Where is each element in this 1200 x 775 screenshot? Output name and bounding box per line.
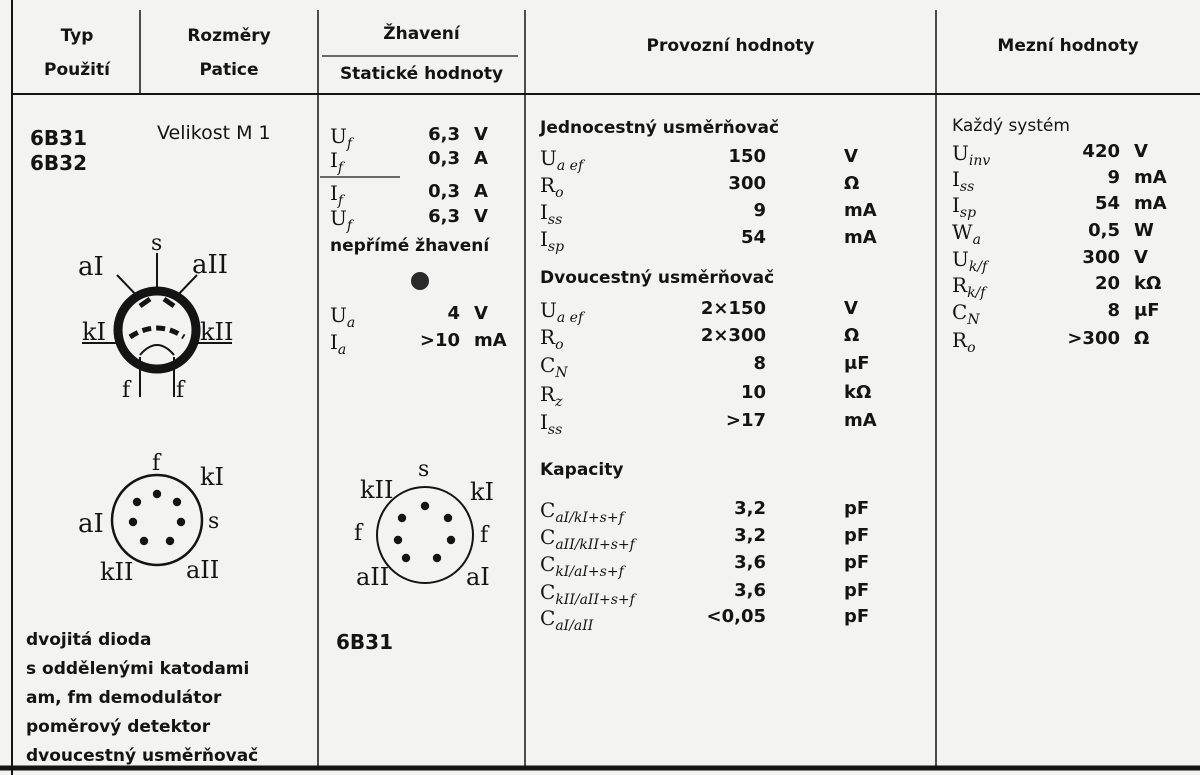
symbol-subscript: sp (959, 205, 977, 221)
unit: V (1134, 247, 1148, 268)
symbol-base: C (540, 580, 556, 604)
symbol (330, 181, 343, 207)
value: 4 (447, 303, 460, 324)
symbol (952, 247, 987, 273)
unit: kΩ (844, 382, 872, 403)
unit: A (474, 181, 488, 202)
symbol-subscript: o (555, 337, 564, 353)
header-staticke: Statické hodnoty (339, 64, 504, 84)
value: 3,6 (734, 580, 766, 601)
symbol-subscript: aI/kI+s+f (555, 510, 624, 526)
label-kI: kI (82, 318, 107, 346)
symbol-subscript: N (555, 365, 568, 381)
value: 0,3 (428, 181, 460, 202)
unit: V (474, 206, 488, 227)
symbol (540, 325, 564, 351)
unit: V (1134, 141, 1148, 162)
header-provozni: Provozní hodnoty (646, 36, 815, 56)
header-mezni: Mezní hodnoty (997, 36, 1139, 56)
symbol (330, 124, 352, 150)
symbol-base: U (952, 141, 969, 165)
socket1-kII: kII (100, 558, 134, 580)
symbol-base: C (540, 498, 556, 522)
desc-line: am, fm demodulátor (26, 688, 222, 708)
symbol-base: C (540, 353, 556, 377)
symbol-base: U (540, 298, 557, 322)
symbol-base: C (540, 552, 556, 576)
unit: Ω (844, 325, 860, 346)
symbol (952, 141, 990, 167)
tube-type-1: 6B31 (30, 126, 87, 150)
symbol-base: I (330, 148, 338, 172)
symbol (330, 330, 346, 356)
symbol (952, 273, 985, 299)
symbol (540, 298, 583, 324)
symbol-base: U (540, 146, 557, 170)
symbol-base: C (540, 606, 556, 630)
symbol-subscript: k/f (967, 285, 986, 301)
symbol-base: I (952, 167, 960, 191)
value: 3,2 (734, 525, 766, 546)
symbol-base: W (952, 220, 973, 244)
value: 20 (1094, 273, 1120, 294)
value: 0,3 (428, 148, 460, 169)
value: 300 (728, 173, 766, 194)
unit: V (844, 298, 858, 319)
symbol (540, 227, 564, 253)
desc-line: dvoucestný usměrňovač (26, 746, 259, 766)
socket-diagram-1 (60, 440, 240, 580)
header-typ: Typ (60, 26, 94, 46)
symbol-subscript: kI/aI+s+f (555, 564, 624, 580)
symbol-base: C (952, 300, 968, 324)
socket2-aII: aII (356, 563, 390, 591)
mezni-title: Každý systém (952, 116, 1070, 136)
symbol-base: I (330, 181, 338, 205)
label-f1: f (122, 378, 131, 403)
value: >10 (419, 330, 460, 351)
unit: mA (844, 410, 877, 431)
value: <0,05 (706, 606, 766, 627)
value: 3,2 (734, 498, 766, 519)
symbol (330, 148, 343, 174)
symbol-subscript: f (346, 218, 353, 234)
symbol (540, 410, 562, 436)
value: 10 (740, 382, 766, 403)
symbol-subscript: ss (547, 422, 563, 438)
unit: V (844, 146, 858, 167)
symbol-subscript: k/f (968, 259, 988, 275)
symbol-subscript: f (337, 193, 344, 209)
symbol-subscript: f (346, 136, 353, 152)
symbol-base: U (330, 206, 347, 230)
value: 150 (728, 146, 766, 167)
symbol-base: R (952, 273, 968, 297)
tube-schematic (60, 225, 260, 410)
header-pouziti: Použití (44, 60, 110, 80)
socket2-kII: kII (360, 476, 394, 504)
bottom-type-label: 6B31 (336, 630, 393, 654)
unit: Ω (1134, 328, 1150, 349)
unit: mA (1134, 167, 1167, 188)
socket2-kI: kI (470, 478, 495, 506)
value: 9 (753, 200, 766, 221)
label-kII: kII (200, 318, 234, 346)
unit: V (474, 124, 488, 145)
symbol (540, 580, 635, 606)
socket1-aI: aI (78, 509, 104, 539)
symbol (540, 525, 635, 551)
desc-line: s oddělenými katodami (26, 659, 250, 679)
symbol (540, 552, 624, 578)
socket2-f1: f (354, 521, 363, 546)
kapacity-title: Kapacity (540, 460, 624, 480)
dvoucestny-title: Dvoucestný usměrňovač (540, 268, 775, 288)
value: 6,3 (428, 206, 460, 227)
desc-line: dvojitá dioda (26, 630, 152, 650)
value: 8 (1107, 300, 1120, 321)
unit: μF (844, 353, 870, 374)
symbol (540, 606, 593, 632)
value: >300 (1067, 328, 1120, 349)
unit: μF (1134, 300, 1160, 321)
symbol-subscript: N (967, 312, 980, 328)
symbol-subscript: aI/aII (555, 618, 594, 634)
symbol-subscript: a (346, 315, 356, 331)
socket1-f: f (152, 451, 161, 476)
symbol-subscript: a (972, 232, 981, 248)
symbol-subscript: a ef (556, 158, 584, 174)
symbol-base: I (330, 330, 338, 354)
header-patice: Patice (199, 60, 259, 80)
symbol-subscript: f (337, 160, 344, 176)
symbol-subscript: aII/kII+s+f (555, 537, 635, 553)
value: 0,5 (1088, 220, 1120, 241)
unit: mA (844, 227, 877, 248)
value: 54 (740, 227, 766, 248)
unit: pF (844, 498, 870, 519)
unit: mA (474, 330, 507, 351)
symbol (540, 353, 568, 379)
label-f2: f (176, 378, 185, 403)
value: 420 (1082, 141, 1120, 162)
jednocestny-title: Jednocestný usměrňovač (540, 118, 780, 138)
unit: A (474, 148, 488, 169)
value: 3,6 (734, 552, 766, 573)
value: 8 (753, 353, 766, 374)
symbol-subscript: inv (968, 153, 991, 169)
symbol (952, 220, 981, 246)
symbol-subscript: kII/aII+s+f (555, 592, 635, 608)
symbol-subscript: a ef (556, 310, 584, 326)
unit: kΩ (1134, 273, 1162, 294)
value: 54 (1094, 193, 1120, 214)
symbol (540, 382, 562, 408)
unit: Ω (844, 173, 860, 194)
symbol (952, 167, 974, 193)
symbol (540, 498, 624, 524)
symbol-subscript: ss (547, 212, 563, 228)
symbol (330, 303, 355, 329)
unit: mA (1134, 193, 1167, 214)
symbol (330, 206, 352, 232)
unit: W (1134, 220, 1154, 241)
unit: pF (844, 525, 870, 546)
usage-description (26, 626, 316, 771)
symbol-base: R (540, 382, 556, 406)
symbol-base: I (540, 227, 548, 251)
socket2-f2: f (480, 523, 489, 548)
header-rozmery: Rozměry (187, 26, 271, 46)
unit: pF (844, 580, 870, 601)
symbol-base: R (540, 173, 556, 197)
symbol (540, 146, 583, 172)
unit: V (474, 303, 488, 324)
socket1-kI: kI (200, 463, 225, 491)
symbol (540, 200, 562, 226)
symbol-base: R (952, 328, 968, 352)
desc-line: poměrový detektor (26, 717, 211, 737)
value: 6,3 (428, 124, 460, 145)
neprime-label: nepřímé žhavení (330, 236, 490, 256)
symbol-subscript: ss (959, 179, 975, 195)
socket1-s: s (208, 509, 220, 534)
label-s: s (151, 231, 163, 256)
socket2-s: s (418, 457, 430, 482)
value: 2×300 (700, 325, 766, 346)
socket-diagram-2 (340, 450, 520, 600)
socket2-aI: aI (466, 563, 490, 591)
symbol-base: R (540, 325, 556, 349)
symbol (952, 300, 980, 326)
tube-type-2: 6B32 (30, 151, 87, 175)
socket1-aII: aII (186, 556, 220, 580)
symbol-subscript: sp (547, 239, 565, 255)
symbol-base: U (330, 124, 347, 148)
header-zhaveni: Žhavení (383, 24, 460, 44)
symbol-base: I (952, 193, 960, 217)
symbol-base: C (540, 525, 556, 549)
symbol-base: I (540, 410, 548, 434)
unit: pF (844, 606, 870, 627)
symbol-subscript: z (555, 394, 563, 410)
value: >17 (725, 410, 766, 431)
value: 2×150 (700, 298, 766, 319)
value: 9 (1107, 167, 1120, 188)
symbol-base: I (540, 200, 548, 224)
label-aI: aI (78, 252, 104, 282)
symbol-subscript: a (337, 342, 347, 358)
symbol-base: U (952, 247, 969, 271)
value: 300 (1082, 247, 1120, 268)
velikost-label: Velikost M 1 (157, 122, 271, 144)
indirect-heating-dot (411, 272, 429, 290)
unit: pF (844, 552, 870, 573)
symbol-base: U (330, 303, 347, 327)
unit: mA (844, 200, 877, 221)
symbol-subscript: o (967, 340, 976, 356)
symbol (540, 173, 564, 199)
symbol (952, 328, 976, 354)
symbol (952, 193, 976, 219)
label-aII: aII (192, 250, 229, 280)
symbol-subscript: o (555, 185, 564, 201)
